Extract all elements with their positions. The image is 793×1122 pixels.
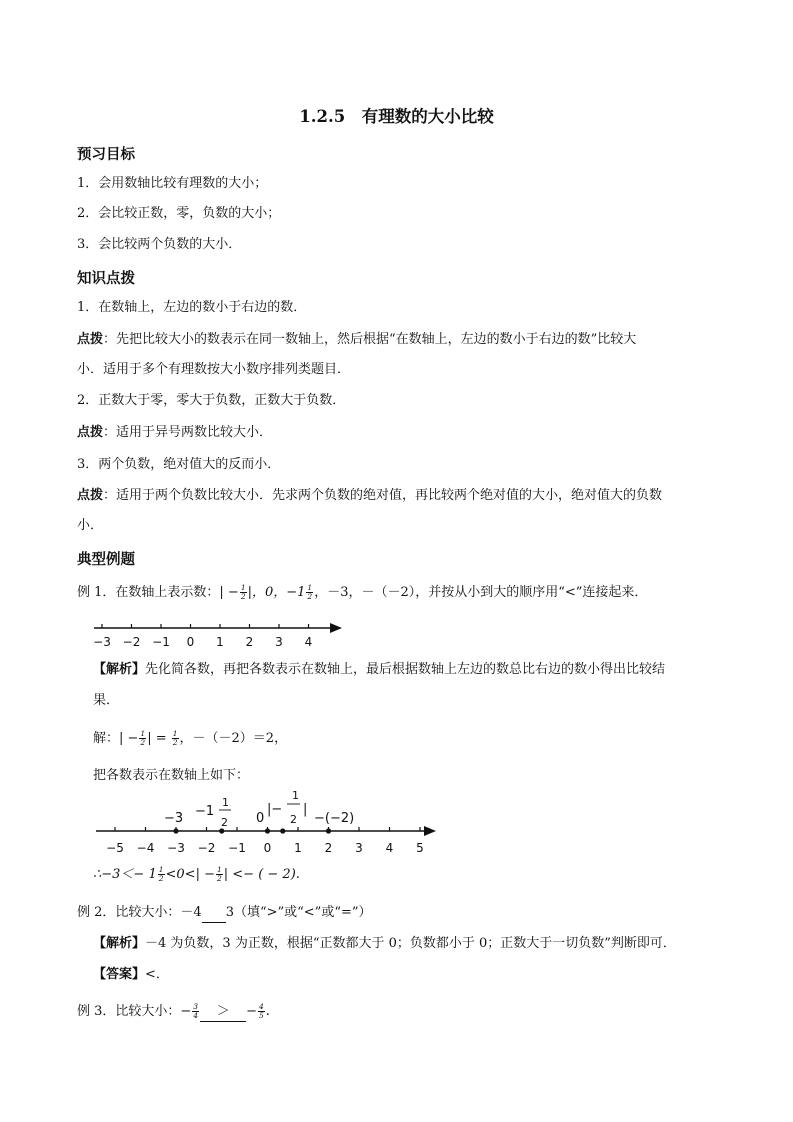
axis-tick-label: 2 <box>245 635 254 649</box>
axis-tick-label: 0 <box>263 841 272 855</box>
axis-tick-label: −4 <box>136 841 155 855</box>
label-mixed-whole: −1 <box>195 804 215 819</box>
number-line-blank <box>80 618 350 654</box>
fraction: $\frac{1}{2}$ <box>307 583 313 601</box>
axis-tick-label: 4 <box>385 841 394 855</box>
tip-label: 点拨 <box>77 332 104 347</box>
axis-tick-label: −1 <box>152 635 170 649</box>
preview-item-3: 3．会比较两个负数的大小． <box>77 237 242 252</box>
axis-tick-label: 1 <box>216 635 224 649</box>
label-neg-neg2: −(−2) <box>314 811 355 826</box>
axis-tick-label: 2 <box>324 841 333 855</box>
example-1-analysis: 【解析】先化简各数，再把各数表示在数轴上，最后根据数轴上左边的数总比右边的数小得出比较结 <box>93 662 666 677</box>
axis-tick-label: 3 <box>355 841 363 855</box>
axis-tick-label: 3 <box>275 635 283 649</box>
answer-blank: ＞ <box>200 1003 246 1022</box>
label-mixed-den: 2 <box>221 816 228 829</box>
example-1-show-line: 把各数表示在数轴上如下： <box>93 768 250 783</box>
axis-tick-label: 5 <box>416 841 424 855</box>
axis-tick-label: −5 <box>106 841 124 855</box>
preview-item-1: 1．会用数轴比较有理数的大小； <box>77 176 268 191</box>
fraction: $\frac{4}{5}$ <box>258 1002 264 1020</box>
axis-tick-label: 1 <box>294 841 302 855</box>
knowledge-2: 2．正数大于零，零大于负数，正数大于负数． <box>77 393 346 408</box>
example-2-question: 例 2．比较大小：－4 3（填“>”或“<”或“=”） <box>77 904 372 923</box>
axis-tick-label: 0 <box>186 635 195 649</box>
label-abs-den: 2 <box>290 813 297 826</box>
fraction: $\frac{1}{2}$ <box>140 729 146 747</box>
label-neg3: −3 <box>164 811 184 826</box>
knowledge-3-tip-cont: 小． <box>77 518 104 533</box>
label-abs-close: | <box>303 802 308 817</box>
axis-point <box>173 828 178 833</box>
page-title: 1.2.5 有理数的大小比较 <box>299 107 494 126</box>
fraction: $\frac{1}{2}$ <box>158 865 164 883</box>
tip-label: 点拨 <box>77 425 104 440</box>
knowledge-heading: 知识点拨 <box>77 271 135 287</box>
label-abs-open: |− <box>267 802 283 817</box>
answer-blank <box>202 904 226 923</box>
examples-heading: 典型例题 <box>77 552 135 568</box>
axis-point <box>219 828 224 833</box>
example-2-analysis: 【解析】－4 为负数，3 为正数，根据“正数都大于 0；负数都小于 0；正数大于一切负数”判断即可． <box>93 936 676 951</box>
axis-point <box>280 828 285 833</box>
fraction: $\frac{3}{4}$ <box>193 1002 199 1020</box>
knowledge-1-tip: 点拨：先把比较大小的数表示在同一数轴上，然后根据“在数轴上，左边的数小于右边的数”比较大 <box>77 332 637 347</box>
label-zero: 0 <box>256 811 265 826</box>
knowledge-1: 1．在数轴上，左边的数小于右边的数． <box>77 300 307 315</box>
example-2-answer: 【答案】<． <box>93 967 169 982</box>
example-1-question: 例 1．在数轴上表示数：| − $\frac{1}{2}$ |，0，−1 $\frac{1}{2}$ ，－3，－（－2），并按从小到大的顺序用“<”连接起来． <box>77 583 648 601</box>
preview-item-2: 2．会比较正数，零，负数的大小； <box>77 206 281 221</box>
knowledge-3: 3．两个负数，绝对值大的反而小． <box>77 457 281 472</box>
axis-tick-label: −3 <box>167 841 185 855</box>
label-abs-num: 1 <box>292 790 299 802</box>
example-3-question: 例 3．比较大小：− $\frac{3}{4}$ ＞ − $\frac{4}{5}$ . <box>77 1002 270 1020</box>
fraction: $\frac{1}{2}$ <box>216 865 222 883</box>
axis-tick-label: 4 <box>304 635 313 649</box>
axis-point <box>326 828 331 833</box>
axis-tick-label: −3 <box>93 635 111 649</box>
axis-tick-label: −2 <box>122 635 141 649</box>
fraction: $\frac{1}{2}$ <box>172 729 178 747</box>
label-mixed-num: 1 <box>222 796 229 809</box>
example-1-conclusion: ∴−3＜− 1 $\frac{1}{2}$ <0<| − $\frac{1}{2}$ | <− ( − 2). <box>93 865 300 883</box>
example-1-analysis-cont: 果． <box>93 693 120 708</box>
axis-point <box>265 828 270 833</box>
number-line-with-points <box>90 790 440 860</box>
axis-tick-label: −2 <box>197 841 216 855</box>
fraction: $\frac{1}{2}$ <box>240 583 246 601</box>
tip-label: 点拨 <box>77 488 104 503</box>
knowledge-3-tip: 点拨：适用于两个负数比较大小．先求两个负数的绝对值，再比较两个绝对值的大小，绝对值大的负数 <box>77 488 663 503</box>
knowledge-1-tip-cont: 小．适用于多个有理数按大小数序排列类题目． <box>77 362 351 377</box>
knowledge-2-tip: 点拨：适用于异号两数比较大小． <box>77 425 273 440</box>
preview-heading: 预习目标 <box>77 147 135 163</box>
axis-tick-label: −1 <box>228 841 246 855</box>
example-1-solution: 解：| − $\frac{1}{2}$ | = $\frac{1}{2}$ ，－（－2）＝2， <box>93 729 288 747</box>
